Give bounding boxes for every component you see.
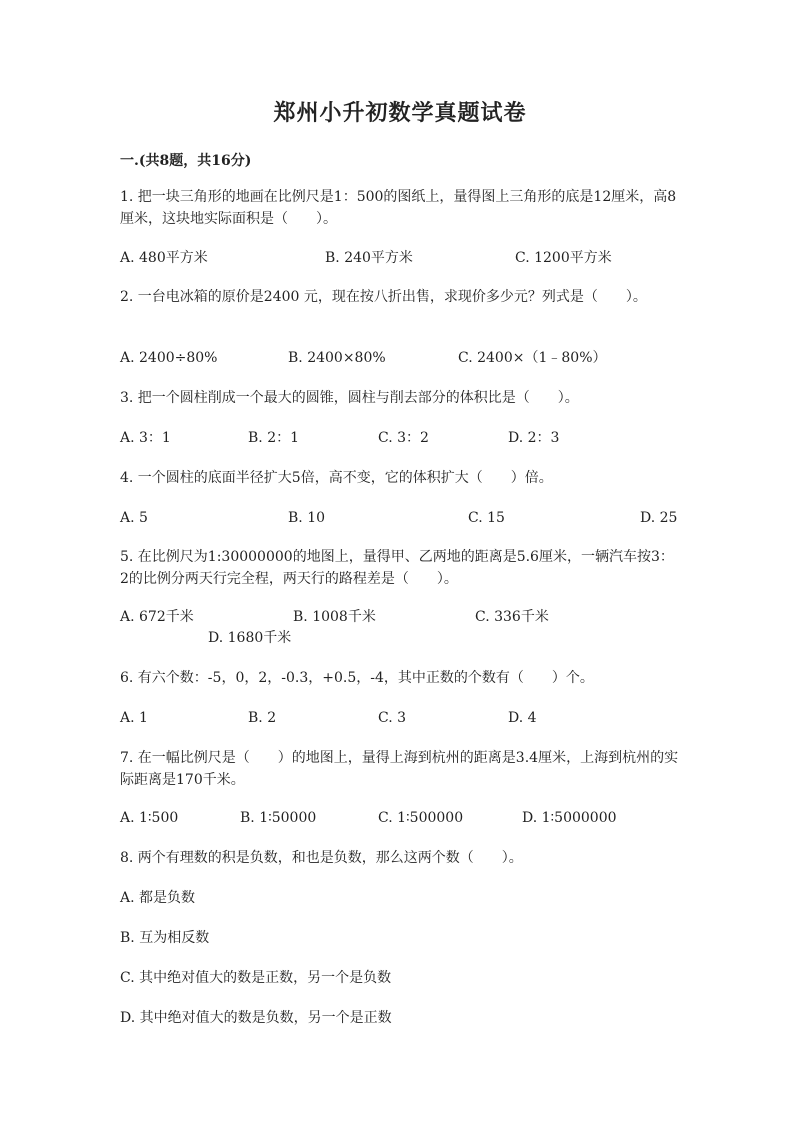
question-7-option-d: D. 1∶5000000 — [522, 810, 617, 826]
question-8-stem: 8. 两个有理数的积是负数，和也是负数，那么这两个数（ ）。 — [120, 850, 523, 866]
question-2-option-a: A. 2400÷80% — [120, 350, 218, 366]
question-6-option-c: C. 3 — [378, 710, 407, 726]
question-8-option-d: D. 其中绝对值大的数是负数，另一个是正数 — [120, 1010, 392, 1026]
question-6-option-b: B. 2 — [248, 710, 277, 726]
question-6-option-d: D. 4 — [508, 710, 537, 726]
question-5-stem: 5. 在比例尺为1:30000000的地图上，量得甲、乙两地的距离是5.6厘米，一辆汽车按3：2的比例分两天行完全程，两天行的路程差是（ ）。 — [120, 549, 674, 587]
question-2-stem: 2. 一台电冰箱的原价是2400 元，现在按八折出售，求现价多少元？列式是（ ）。 — [120, 289, 647, 305]
question-8-option-c: C. 其中绝对值大的数是正数，另一个是负数 — [120, 970, 392, 986]
question-3-option-a: A. 3：1 — [120, 430, 171, 446]
question-5-option-a: A. 672千米 — [120, 609, 194, 625]
question-7-option-b: B. 1∶50000 — [240, 810, 317, 826]
question-6-stem: 6. 有六个数：-5，0，2，-0.3，+0.5，-4，其中正数的个数有（ ）个。 — [120, 670, 594, 686]
question-3-option-c: C. 3：2 — [378, 430, 429, 446]
question-2-option-b: B. 2400×80% — [288, 350, 386, 366]
question-4-stem: 4. 一个圆柱的底面半径扩大5倍，高不变，它的体积扩大（ ）倍。 — [120, 470, 553, 486]
question-6-option-a: A. 1 — [120, 710, 148, 726]
question-7-stem: 7. 在一幅比例尺是（ ）的地图上，量得上海到杭州的距离是3.4厘米，上海到杭州的实际距离是170千米。 — [120, 750, 679, 788]
question-4-option-b: B. 10 — [288, 510, 326, 526]
question-5-option-d: D. 1680千米 — [208, 630, 292, 646]
question-3-option-b: B. 2：1 — [248, 430, 300, 446]
section-heading: 一.(共8题，共16分) — [120, 153, 252, 169]
question-8-option-a: A. 都是负数 — [120, 890, 196, 906]
question-5-option-c: C. 336千米 — [475, 609, 549, 625]
question-4-option-a: A. 5 — [120, 510, 148, 526]
page-title: 郑州小升初数学真题试卷 — [273, 100, 527, 126]
question-8-option-b: B. 互为相反数 — [120, 930, 210, 946]
question-2-option-c: C. 2400×（1﹣80%） — [458, 350, 607, 366]
question-7-option-a: A. 1∶500 — [120, 810, 179, 826]
question-4-option-d: D. 25 — [640, 510, 678, 526]
question-5-option-b: B. 1008千米 — [293, 609, 376, 625]
question-3-stem: 3. 把一个圆柱削成一个最大的圆锥，圆柱与削去部分的体积比是（ ）。 — [120, 390, 579, 406]
question-7-option-c: C. 1∶500000 — [378, 810, 464, 826]
question-1-stem: 1. 把一块三角形的地画在比例尺是1：500的图纸上，量得图上三角形的底是12厘米，高8厘米，这块地实际面积是（ ）。 — [120, 189, 677, 227]
question-4-option-c: C. 15 — [468, 510, 505, 526]
question-3-option-d: D. 2：3 — [508, 430, 560, 446]
question-1-option-c: C. 1200平方米 — [515, 250, 612, 266]
question-1-option-a: A. 480平方米 — [120, 250, 208, 266]
question-1-option-b: B. 240平方米 — [325, 250, 413, 266]
